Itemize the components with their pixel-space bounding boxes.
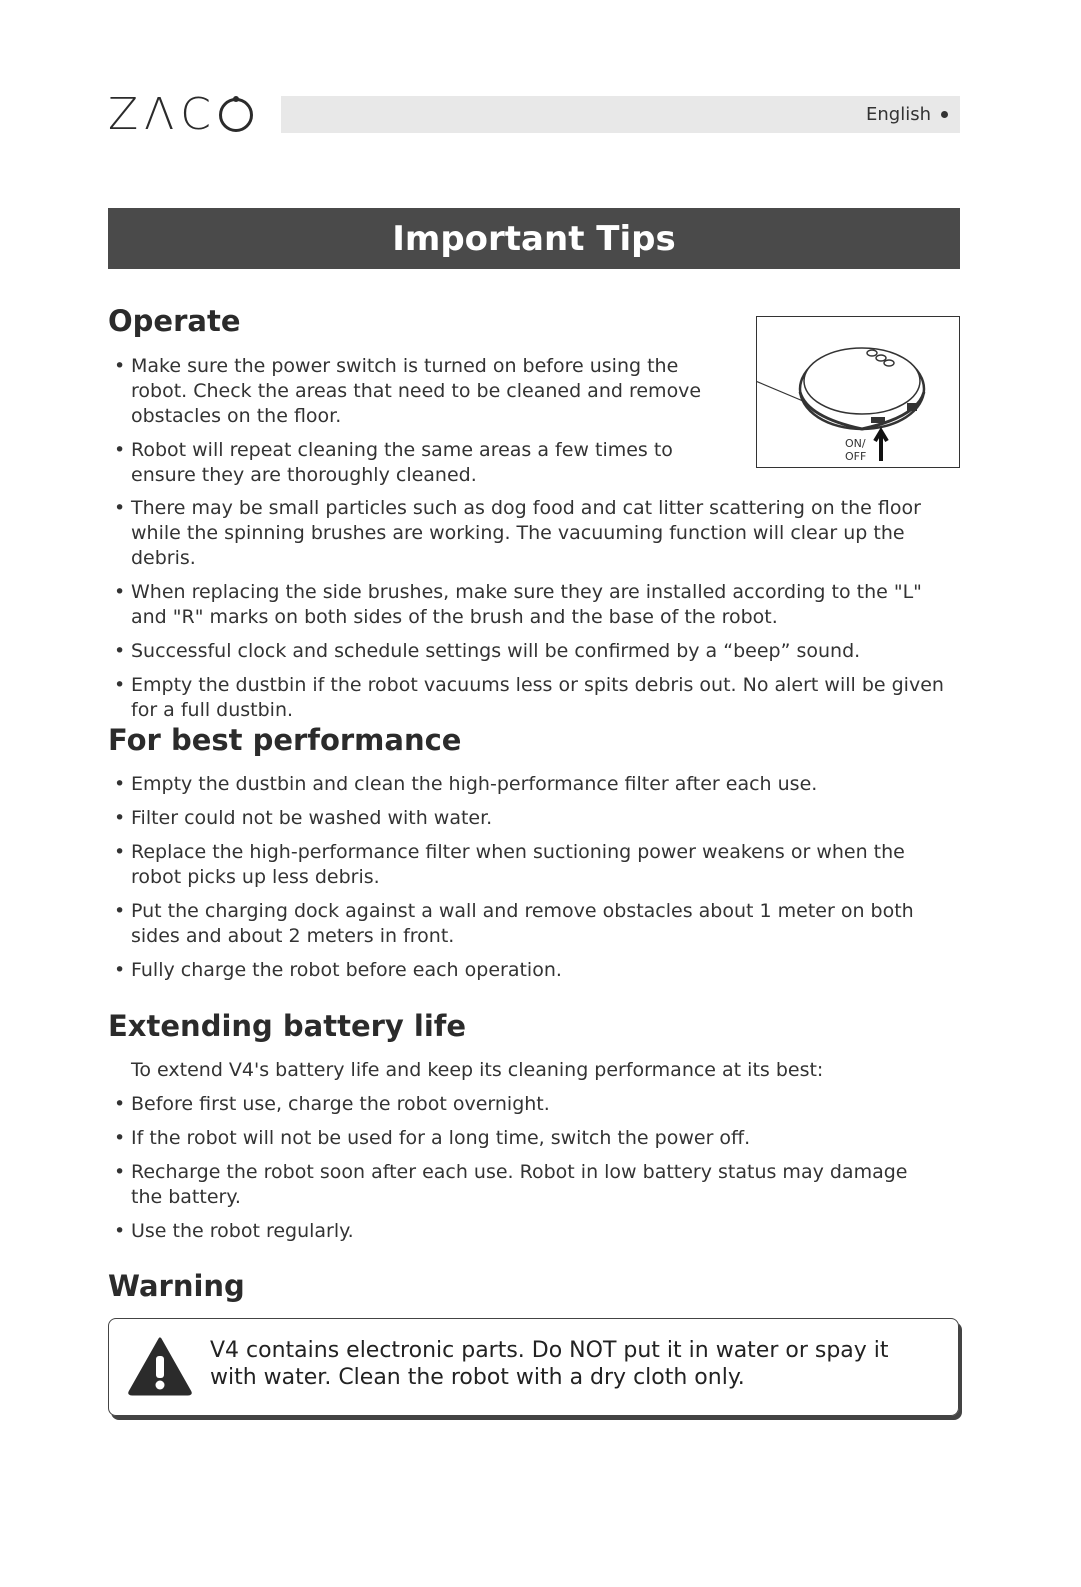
brand-letters: ZΛC: [108, 89, 217, 140]
language-label: English: [866, 104, 931, 125]
header-bar: [281, 96, 960, 133]
list-item: • Replace the high-performance filter when suctioning power weakens or when the robot picks up less debris.: [112, 840, 942, 890]
list-item: • Robot will repeat cleaning the same areas a few times to ensure they are thoroughly cleaned.: [112, 438, 727, 488]
battery-list: [112, 1092, 942, 1253]
off-label: OFF: [845, 450, 867, 463]
list-item: • Before first use, charge the robot overnight.: [112, 1092, 942, 1117]
section-heading-warning: Warning: [108, 1269, 245, 1303]
brand-logo: [108, 89, 253, 140]
list-item: • Fully charge the robot before each operation.: [112, 958, 942, 983]
list-item: • Use the robot regularly.: [112, 1219, 942, 1244]
list-item: • There may be small particles such as dog food and cat litter scattering on the floor while the spinning brushes are working. The vacuuming function will clear up the debris.: [112, 496, 957, 571]
robot-vacuum-icon: [757, 317, 958, 466]
on-label: ON/: [845, 437, 866, 450]
list-item: • If the robot will not be used for a long time, switch the power off.: [112, 1126, 942, 1151]
list-item: • Filter could not be washed with water.: [112, 806, 942, 831]
warning-box: [108, 1318, 959, 1416]
battery-intro: To extend V4's battery life and keep its cleaning performance at its best:: [131, 1059, 824, 1081]
brand-logo-o-icon: [219, 98, 253, 132]
list-item: • Empty the dustbin and clean the high-performance filter after each use.: [112, 772, 942, 797]
best-performance-list: [112, 772, 942, 992]
language-dot-icon: [941, 111, 948, 118]
list-item: • When replacing the side brushes, make sure they are installed according to the "L" and "R" marks on both sides of the brush and the base of the robot.: [112, 580, 957, 630]
robot-figure: [756, 316, 960, 468]
list-item: • Successful clock and schedule settings will be confirmed by a “beep” sound.: [112, 639, 957, 664]
operate-list: [112, 354, 727, 497]
list-item: • Empty the dustbin if the robot vacuums less or spits debris out. No alert will be given for a full dustbin.: [112, 673, 957, 723]
warning-triangle-icon: [127, 1336, 193, 1396]
section-heading-operate: Operate: [108, 304, 241, 338]
page-title: Important Tips: [108, 208, 960, 269]
list-item: • Put the charging dock against a wall and remove obstacles about 1 meter on both sides and about 2 meters in front.: [112, 899, 942, 949]
warning-text: V4 contains electronic parts. Do NOT put it in water or spay it with water. Clean the robot with a dry cloth only.: [210, 1338, 889, 1390]
list-item: • Recharge the robot soon after each use. Robot in low battery status may damage the battery.: [112, 1160, 942, 1210]
section-heading-battery: Extending battery life: [108, 1009, 467, 1043]
section-heading-best-performance: For best performance: [108, 723, 462, 757]
list-item: • Make sure the power switch is turned on before using the robot. Check the areas that need to be cleaned and remove obstacles on the floor.: [112, 354, 727, 429]
operate-list-continued: [112, 496, 957, 732]
